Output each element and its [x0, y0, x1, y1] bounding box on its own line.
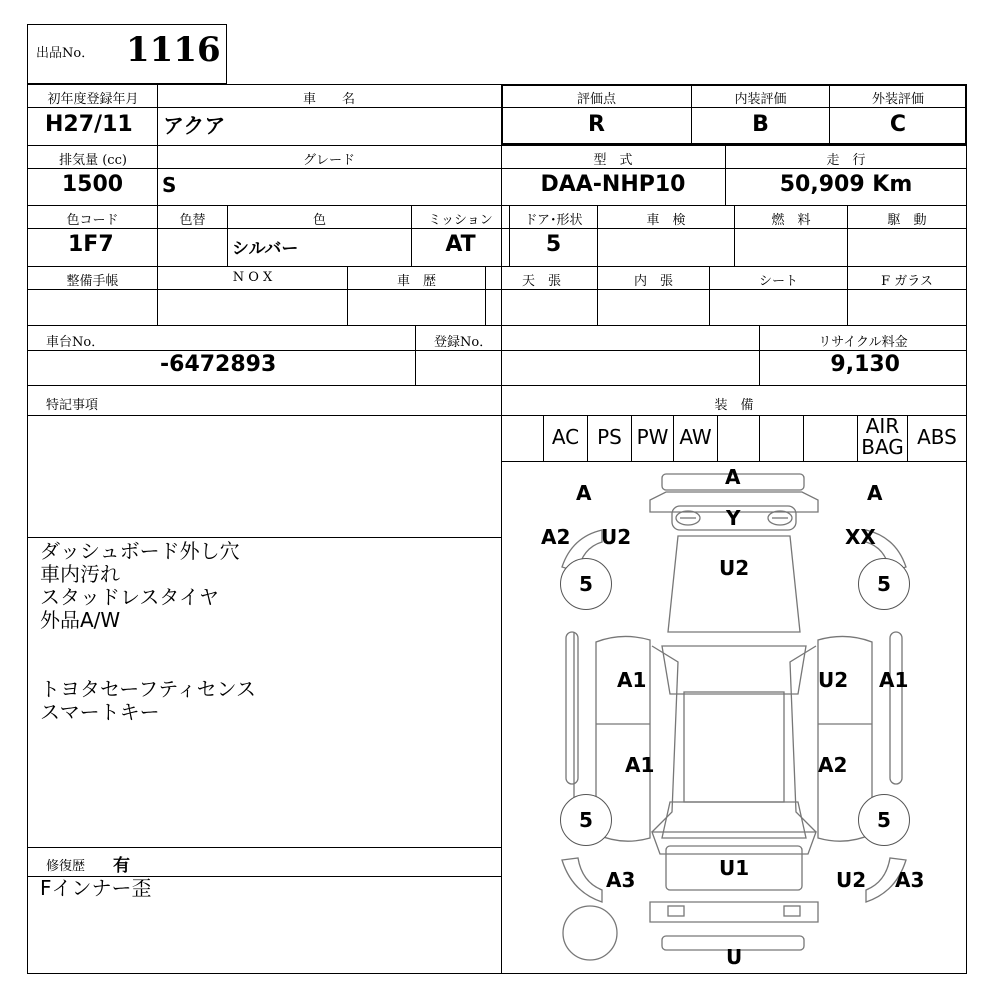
tire-rear-left: 5	[560, 794, 612, 846]
doors-value: 5	[545, 232, 562, 257]
tire-front-left: 5	[560, 558, 612, 610]
lot-number: 1116	[126, 30, 221, 70]
damage-trunk: U1	[719, 856, 750, 880]
damage-rear-right-u2: U2	[836, 868, 867, 892]
chassis-no-value: -6472893	[160, 352, 277, 377]
hdr-chassis-no: 車台No．	[46, 335, 105, 350]
hdr-grade: グレード	[302, 153, 355, 168]
damage-hood: U2	[719, 556, 750, 580]
first-reg-value: H27/11	[45, 112, 133, 137]
mileage-value: 50,909 Km	[779, 172, 913, 197]
equip-ac: AC	[551, 425, 580, 449]
hdr-repair-history: 修復歴	[46, 859, 86, 874]
remark-line	[40, 632, 256, 678]
remark-line: スタッドレスタイヤ	[40, 585, 219, 609]
hdr-color-code: 色コード	[66, 213, 119, 228]
remark-line: 車内汚れ	[40, 562, 120, 586]
hdr-f-glass: F ガラス	[881, 274, 933, 289]
damage-left-u2: U2	[601, 525, 632, 549]
damage-front-left: A	[576, 481, 592, 505]
tire-rear-right: 5	[858, 794, 910, 846]
interior-value: B	[752, 112, 769, 137]
damage-rear-door-left: A1	[625, 753, 655, 777]
equip-airbag-1: AIR	[865, 414, 900, 438]
hdr-drive: 駆 動	[887, 213, 927, 228]
hdr-score: 評価点	[576, 92, 616, 107]
remark-line: トヨタセーフティセンス	[40, 677, 256, 701]
hdr-maintenance: 整備手帳	[66, 274, 119, 289]
hdr-seat: シート	[758, 274, 798, 289]
repair-history-value: 有	[113, 856, 130, 876]
hdr-exterior: 外装評価	[871, 92, 924, 107]
hdr-inspection: 車 検	[646, 213, 686, 228]
hdr-fuel: 燃 料	[771, 213, 811, 228]
hdr-reg-no: 登録No．	[434, 335, 493, 350]
damage-left-a2: A2	[541, 525, 571, 549]
damage-front-right: A	[867, 481, 883, 505]
hdr-interior: 内装評価	[734, 92, 787, 107]
damage-front-door-left: A1	[617, 668, 647, 692]
equip-aw: AW	[679, 425, 712, 449]
remark-line: スマートキー	[40, 700, 160, 724]
damage-rear-door-right: A2	[818, 753, 848, 777]
damage-right-fender: A1	[879, 668, 909, 692]
tire-front-right: 5	[858, 558, 910, 610]
hdr-roof: 天 張	[521, 274, 561, 289]
hdr-equipment: 装 備	[714, 398, 754, 413]
damage-front-grille: Y	[726, 506, 741, 530]
model-value: DAA-NHP10	[540, 172, 686, 197]
score-value: R	[588, 112, 605, 137]
damage-rear-bottom: U	[726, 945, 743, 969]
remark-line: 外品A/W	[40, 608, 121, 632]
hdr-remarks: 特記事項	[46, 398, 99, 413]
equip-abs: ABS	[917, 425, 957, 449]
hdr-history: 車 歴	[396, 274, 436, 289]
color-code-value: 1F7	[68, 232, 114, 257]
hdr-recycle: リサイクル料金	[818, 335, 908, 350]
equip-airbag-2: BAG	[861, 435, 904, 459]
damage-rear-right-a3: A3	[895, 868, 925, 892]
lot-label: 出品No．	[36, 46, 95, 61]
damage-rear-left: A3	[606, 868, 636, 892]
hdr-mileage: 走 行	[826, 153, 866, 168]
hdr-interior-trim: 内 張	[633, 274, 673, 289]
hdr-color-change: 色替	[179, 213, 206, 228]
hdr-nox: N O X	[232, 270, 273, 285]
damage-front-top: A	[725, 465, 741, 489]
displacement-value: 1500	[61, 172, 124, 197]
damage-front-door-right: U2	[818, 668, 849, 692]
remark-line: ダッシュボード外し穴	[40, 539, 240, 563]
equip-ps: PS	[597, 425, 622, 449]
exterior-value: C	[889, 112, 907, 137]
hdr-doors: ドア･形状	[524, 213, 583, 228]
equip-pw: PW	[636, 425, 669, 449]
hdr-transmission: ミッション	[428, 213, 493, 228]
remarks-list	[40, 540, 256, 724]
hdr-car-name: 車 名	[302, 92, 355, 107]
car-name-value: アクア	[163, 114, 226, 138]
grade-value: S	[162, 173, 177, 197]
damage-right-xx: XX	[845, 525, 876, 549]
color-value: シルバー	[232, 239, 299, 259]
car-diagram	[502, 462, 966, 973]
hdr-color: 色	[312, 213, 326, 228]
recycle-value: 9,130	[830, 352, 900, 377]
hdr-model: 型 式	[593, 153, 633, 168]
repair-note: Fインナー歪	[40, 876, 152, 900]
transmission-value: AT	[445, 232, 476, 257]
hdr-first-reg: 初年度登録年月	[47, 92, 139, 107]
hdr-displacement: 排気量 (cc)	[59, 153, 127, 168]
